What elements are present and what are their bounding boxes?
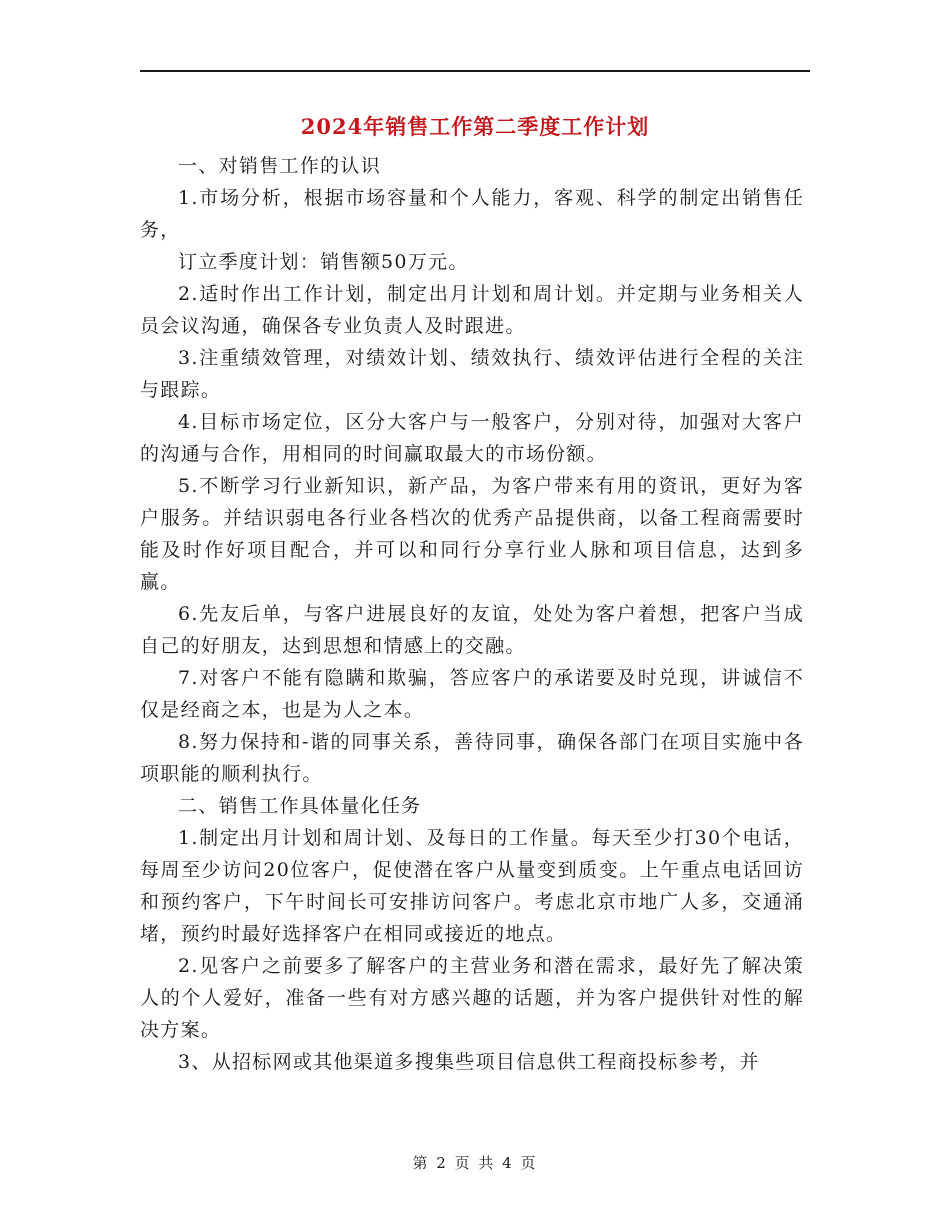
header-rule (140, 70, 810, 72)
paragraph-11: 3、从招标网或其他渠道多搜集些项目信息供工程商投标参考，并 (178, 1051, 760, 1073)
paragraph-1: 1.市场分析，根据市场容量和个人能力，客观、科学的制定出销售任务， (140, 187, 804, 241)
document-body (140, 150, 804, 1078)
paragraph-8: 8.努力保持和-谐的同事关系，善待同事，确保各部门在项目实施中各项职能的顺利执行。 (140, 731, 804, 785)
paragraph-5: 5.不断学习行业新知识，新产品，为客户带来有用的资讯，更好为客户服务。并结识弱电各行业各档次的优秀产品提供商，以备工程商需要时能及时作好项目配合，并可以和同行分享行业人脉和项目信息，达到多赢。 (140, 475, 804, 593)
paragraph-10: 2.见客户之前要多了解客户的主营业务和潜在需求，最好先了解决策人的个人爱好，准备一些有对方感兴趣的话题，并为客户提供针对性的解决方案。 (140, 955, 804, 1041)
paragraph-9: 1.制定出月计划和周计划、及每日的工作量。每天至少打30个电话，每周至少访问20位客户，促使潜在客户从量变到质变。上午重点电话回访和预约客户，下午时间长可安排访问客户。考虑北京市地广人多，交通涌堵，预约时最好选择客户在相同或接近的地点。 (140, 827, 804, 945)
paragraph-6: 6.先友后单，与客户进展良好的友谊，处处为客户着想，把客户当成自己的好朋友，达到思想和情感上的交融。 (140, 603, 804, 657)
paragraph-4: 4.目标市场定位，区分大客户与一般客户，分别对待，加强对大客户的沟通与合作，用相同的时间赢取最大的市场份额。 (140, 411, 804, 465)
paragraph-2: 2.适时作出工作计划，制定出月计划和周计划。并定期与业务相关人员会议沟通，确保各专业负责人及时跟进。 (140, 283, 804, 337)
paragraph-1-sub: 订立季度计划：销售额50万元。 (178, 251, 469, 273)
paragraph-7: 7.对客户不能有隐瞒和欺骗，答应客户的承诺要及时兑现，讲诚信不仅是经商之本，也是为人之本。 (140, 667, 804, 721)
page-number: 第 2 页 共 4 页 (412, 1154, 538, 1172)
paragraph-3: 3.注重绩效管理，对绩效计划、绩效执行、绩效评估进行全程的关注与跟踪。 (140, 347, 804, 401)
section-heading-1: 一、对销售工作的认识 (178, 155, 382, 177)
section-heading-2: 二、销售工作具体量化任务 (178, 795, 422, 817)
page-footer (0, 1152, 950, 1173)
document-title: 2024年销售工作第二季度工作计划 (300, 114, 650, 139)
